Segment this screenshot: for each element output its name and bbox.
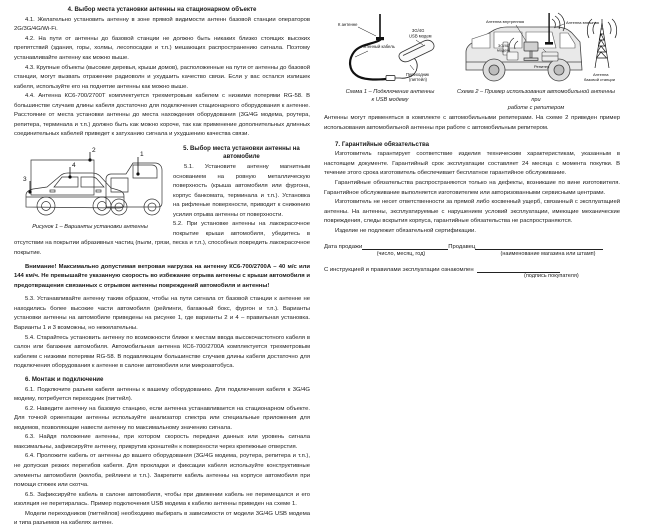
left-column: [14, 6, 310, 527]
paragraph-4-2: 4.2. На пути от антенны до базовой станции не должно быть никаких близко стоящих высоких препятствий (здания, горы, холмы, лесопосадки и т.п.) мешающих распространению сигнала. Поэтому устанавливайте антенну как можно выше.: [14, 35, 310, 61]
paragraph-7-1: Изготовитель гарантирует соответствие изделия техническим характеристикам, указанным в настоящем документе. Гарантийный срок эксплуатации составляет 24 месяца с момента покупки. В течение этого срока изготовитель обеспечивает бесплатное гарантийное обслуживание.: [324, 151, 620, 177]
signature-hint-row: [324, 273, 620, 279]
section-5-heading: 5. Выбор места установки антенны на автомобиле: [183, 145, 300, 161]
paragraph-4-4: 4.4. Антенна КС6-700/2700Т комплектуется трехметровым кабелем с низкими потерями RG-58. В большинстве случаев длины кабеля достаточно для подключения стационарного оборудования к антенне. Расстояние от места установки антенны до места нахождения оборудования (3G/4G модема, роутера, репитера, терминала и т.п.) должно быть как можно короче, так как применение дополнительных длинных соединительных кабелей приведет к затуханию сигнала и ухудшению качества связи.: [14, 93, 310, 138]
signature-hint: (подпись покупателя): [524, 273, 579, 280]
right-column: [324, 6, 620, 438]
label-antenna-cable-line1: Антенный кабель: [361, 44, 395, 49]
label-base-station-line2: базовой станции: [584, 77, 616, 82]
label-usb-modem-line1: 3G/4G: [412, 28, 425, 33]
label-adapter-line2: (пигтейл): [409, 77, 427, 82]
form-hints-row: [324, 251, 620, 257]
scheme-1-caption-line2: к USB модему: [371, 96, 409, 103]
paragraph-6-3: 6.3. Найдя положение антенны, при котором скорость передачи данных или уровень сигнала максимальны, зафиксируйте антенну, прикрутив кронштейн к поверхности через крепежные отверстия.: [14, 434, 310, 450]
callout-2: 2: [92, 147, 96, 155]
label-repeater: Репитер: [534, 64, 550, 69]
date-of-sale-label: Дата продажи: [324, 244, 363, 251]
paragraph-4-3: 4.3. Крупные объекты (высокие деревья, крыши домов), расположенные на пути от антенны до базовой станции, могут вызвать отражение радиоволн и ухудшить качество связи. Если у вас остался излишек кабеля, используйте его на поднятие антенны как можно выше.: [14, 64, 310, 90]
callout-3: 3: [23, 176, 27, 184]
wind-load-warning: Внимание! Максимально допустимая ветровая нагрузка на антенну КС6-700/2700А – 40 м/с или 144 км/ч. Не превышайте указанную скорость во избежание отрыва антенны с крыши автомобиля и предотвращения связанных с отрывом антенны повреждений автомобиля и антенны!: [14, 263, 310, 289]
figure-1-callout-numbers: [23, 147, 144, 183]
label-usb-modem-line2: USB модем: [409, 33, 432, 39]
paragraph-4-1: 4.1. Желательно установить антенну в зоне прямой видимости антенн базовой станции операторов 2G/3G/4G/Wi-Fi.: [14, 16, 310, 33]
paragraph-5-3: 5.3. Устанавливайте антенну таким образом, чтобы на пути сигнала от базовой станции к антенне не находились более высокие части автомобиля (рейлинги, багажный бокс, фургон и т.п.). Варианты установки антенны на автомобиле приведены на рисунке 1, где варианты 2 и 4 – правильная установка. Варианты 1 и 3 возможны, но нежелательны.: [14, 296, 310, 331]
paragraph-6-5: 6.5. Зафиксируйте кабель в салоне автомобиля, чтобы при движении кабель не перемещался и его изоляция не перетиралась. Пример подключения USB модема к кабелю антенны приведен на схеме 1.: [14, 491, 310, 508]
scheme-1-caption: [324, 89, 456, 112]
label-to-antenna: К антенне: [338, 22, 358, 27]
seller-hint: (наименование магазина или штамп): [500, 250, 596, 257]
paragraph-6-4: 6.4. Проложите кабель от антенны до вашего оборудования (3G/4G модема, роутера, репитера и т.п.), не допуская резких перегибов кабеля. Для прокладки и фиксации кабеля используйте конструктивные элементы автомобиля (желоба, рейлинги и т.п.). Закрепите кабель антенны на корпусе автомобиля при помощи стяжек или скотча.: [14, 453, 310, 489]
paragraph-5-2: 5.2. При установке антенны на лакокрасочное покрытие крыши автомобиля, убедитесь в отсутствии на покрытии абразивных частиц (пыли, грязи, песка и т.п.), способных повредить лакокрасочное покрытие.: [14, 221, 310, 257]
label-modem-line2: модем: [497, 47, 510, 53]
label-internal-antenna: Антенна внутренняя: [486, 19, 525, 24]
date-seller-row: [324, 243, 620, 250]
section-6-heading: 6. Монтаж и подключение: [25, 375, 104, 383]
date-hint: (число, месяц, год): [376, 250, 426, 257]
section-4-heading: 4. Выбор места установки антенны на стационарном объекте: [67, 6, 257, 13]
paragraph-5-4: 5.4. Старайтесь установить антенну по возможности ближе к местам ввода высокочастотного кабеля в салон или багажник автомобиля. Автомобильная антенна КС6-700/2700А комплектуется трехметровым кабелем с низкими потерями RG-58. В подавляющем большинстве случаев длины кабеля достаточно для подключения оборудования к антенне в салоне автомобиля или микроавтобуса.: [14, 334, 310, 370]
paragraph-7-3: Изготовитель не несет ответственности за прямой либо косвенный ущерб, связанный с эксплуатацией антенны. На антенны, эксплуатируемые с нарушением условий эксплуатации, имеющие механические повреждения, следы вскрытия корпуса, гарантийные обязательства не распространяются.: [324, 199, 620, 225]
scheme-2-caption: [456, 89, 616, 112]
repeater-note: Антенны могут применяться в комплекте с автомобильными репитерами. На схеме 2 приведен пример использования автомобильной антенны при работе с автомобильным репитером.: [324, 115, 620, 132]
base-station-tower-icon: [587, 19, 616, 68]
warranty-form: [324, 243, 620, 279]
paragraph-6-2: 6.2. Наведите антенну на базовую станцию, если антенна устанавливается на стационарном объекте. Для точной ориентации антенны используйте анализатор спектра или специальные приложения для модемов, позволяющие навести антенну по максимальному значению сигнала.: [14, 405, 310, 431]
date-of-sale-field[interactable]: [362, 243, 448, 250]
figure-1: [14, 145, 166, 230]
figure-1-wrap: [14, 145, 310, 259]
paragraph-6-1: 6.1. Подключите разъем кабеля антенны к вашему оборудованию. Для подключения кабеля к 3G/4G модему, потребуется переходник (пигтейл).: [14, 386, 310, 403]
car-installation-illustration: [14, 145, 166, 223]
label-modem-line1: 3G/4G: [498, 43, 510, 48]
callout-1: 1: [140, 151, 144, 159]
label-external-antenna: Антенна внешняя: [566, 20, 599, 25]
scheme-2-caption-line1: Схема 2 – Пример использования автомобильной антенны при: [457, 89, 615, 103]
scheme-2-caption-line2: работе с репитером: [507, 104, 565, 111]
diagrams-row: [324, 8, 620, 88]
seller-field[interactable]: [475, 243, 603, 250]
acknowledge-row: [324, 266, 620, 273]
figure-1-caption: Рисунок 1 – Варианты установки антенны: [32, 224, 148, 231]
seller-label: Продавец: [448, 244, 476, 251]
spacer: [324, 134, 620, 141]
paragraph-5-1: 5.1. Установите антенну магнитным основанием на ровную металлическую поверхность (крыша автомобиля или фургона, корпус банкомата, терминала и т.п.). Установка на рифленые поверхности, приводит к снижению усилия отрыва антенны от поверхности.: [173, 163, 310, 218]
label-base-station-line1: Антенна: [593, 72, 609, 77]
scheme-2-illustration: [460, 8, 620, 88]
scheme-1-caption-line1: Схема 1 – Подключение антенны: [345, 89, 435, 95]
section-7-heading: 7. Гарантийные обязательства: [335, 140, 430, 148]
scheme-1-illustration: [324, 8, 456, 88]
paragraph-6-6: Модели переходников (пигтейлов) необходимо выбирать в зависимости от модели 3G/4G USB модема и типа разъемов на кабелях антенн.: [14, 510, 310, 527]
paragraph-7-2: Гарантийные обязательства распространяются только на дефекты, возникшие по вине изготовителя. Гарантийное обслуживание выполняется изготовителем или авторизованными сервисными центрами.: [324, 180, 620, 196]
signature-field[interactable]: [477, 266, 560, 273]
scheme-captions: [324, 89, 620, 112]
acknowledge-label: С инструкцией и правилами эксплуатации ознакомлен: [324, 266, 474, 273]
paragraph-7-4: Изделие не подлежит обязательной сертификации.: [335, 227, 476, 234]
label-adapter-line1: Переходник: [406, 72, 430, 77]
callout-4: 4: [72, 162, 76, 170]
